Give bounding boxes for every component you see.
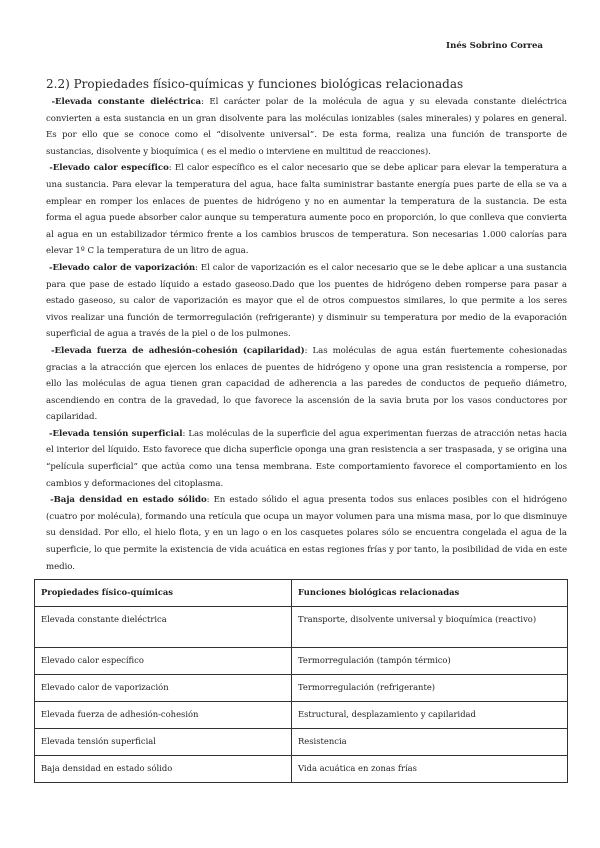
author-name: Inés Sobrino Correa — [446, 41, 543, 51]
table-row — [35, 675, 568, 702]
body-text — [46, 94, 567, 575]
table-cell: Resistencia — [292, 729, 568, 756]
paragraph-surface-tension: -Elevada tensión superficial: Las moléculas de la superficie del agua experimentan fuerzas de atracción netas hacia el interior del líquido. Esto favorece que dicha superficie oponga una gran resistencia a ser traspasada, y se origina una “película superficial” que actúa como una tensa membrana. Este comportamiento favorece el comportamiento en los cambios y deformaciones del citoplasma. — [46, 428, 567, 489]
table-row — [35, 607, 568, 648]
paragraph-low-density: -Baja densidad en estado sólido: En estado sólido el agua presenta todos sus enlaces posibles con el hidrógeno (cuatro por molécula), formando una retícula que ocupa un mayor volumen para una misma masa, por lo que disminuye su densidad. Por ello, el hielo flota, y en un lago o en los casquetes polares sólo se encuentra congelada el agua de la superficie, lo que permite la existencia de vida acuática en estas regiones frías y por tanto, la posibilidad de vida en este medio. — [46, 495, 568, 572]
table-cell: Baja densidad en estado sólido — [35, 756, 292, 783]
paragraph-adhesion-cohesion: -Elevada fuerza de adhesión-cohesión (capilaridad): Las moléculas de agua están fuertemente cohesionadas gracias a la atracción que ejercen los enlaces de puentes de hidrógeno y opone una gran resistencia a romperse, por ello las moléculas de agua tienen gran capacidad de adherencia a las paredes de conductos de pequeño diámetro, ascendiendo en contra de la gravedad, lo que favorece la ascensión de la savia bruta por los vasos conductores por capilaridad. — [46, 345, 568, 423]
table-cell: Vida acuática en zonas frías — [292, 756, 568, 783]
table-row — [35, 756, 568, 783]
table-row — [35, 702, 568, 729]
table-header: Funciones biológicas relacionadas — [292, 580, 568, 607]
properties-table — [34, 579, 568, 783]
table-row — [35, 648, 568, 675]
table-cell: Elevada tensión superficial — [35, 729, 292, 756]
table-cell: Estructural, desplazamiento y capilaridad — [292, 702, 568, 729]
table-cell: Termorregulación (tampón térmico) — [292, 648, 568, 675]
paragraph-dielectric: -Elevada constante dieléctrica: El carácter polar de la molécula de agua y su elevada constante dieléctrica convierten a esta sustancia en un gran disolvente para las moléculas ionizables (sales minerales) y polares en general. Es por ello que se conoce como el “disolvente universal”. De esta forma, realiza una función de transporte de sustancias, disolvente y bioquímica ( es el medio o interviene en multitud de reacciones). — [46, 97, 567, 157]
table-cell: Elevada constante dieléctrica — [35, 607, 292, 648]
paragraph-vaporization: -Elevado calor de vaporización: El calor de vaporización es el calor necesario que se le debe aplicar a una sustancia para que pase de estado líquido a estado gaseoso.Dado que los puentes de hidrógeno deben romperse para pasar a estado gaseoso, su calor de vaporización es mayor que el de otros compuestos similares, lo que permite a los seres vivos realizar una función de termorregulación (refrigerante) y disminuir su temperatura por medio de la evaporación superficial de agua a través de la piel o de los pulmones. — [46, 262, 568, 340]
table-cell: Termorregulación (refrigerante) — [292, 675, 568, 702]
table-cell: Elevado calor específico — [35, 648, 292, 675]
section-title: 2.2) Propiedades físico-químicas y funciones biológicas relacionadas — [46, 77, 464, 91]
table-cell: Elevada fuerza de adhesión-cohesión — [35, 702, 292, 729]
table-row — [35, 729, 568, 756]
table-header: Propiedades físico-químicas — [35, 580, 292, 607]
table-cell: Elevado calor de vaporización — [35, 675, 292, 702]
table-cell: Transporte, disolvente universal y bioquímica (reactivo) — [292, 607, 568, 648]
table-header-row — [35, 580, 568, 607]
paragraph-specific-heat: -Elevado calor específico: El calor específico es el calor necesario que se debe aplicar para elevar la temperatura a una sustancia. Para elevar la temperatura del agua, hace falta suministrar bastante energía pues parte de ella se va a emplear en romper los enlaces de puentes de hidrógeno y no en aumentar la temperatura de la sustancia. De esta forma el agua puede absorber calor aunque su temperatura aumente poco en proporción, lo que conlleva que convierta al agua en un estabilizador térmico frente a los cambios bruscos de temperatura. Son necesarias 1.000 calorías para elevar 1º C la temperatura de un litro de agua. — [46, 163, 567, 257]
